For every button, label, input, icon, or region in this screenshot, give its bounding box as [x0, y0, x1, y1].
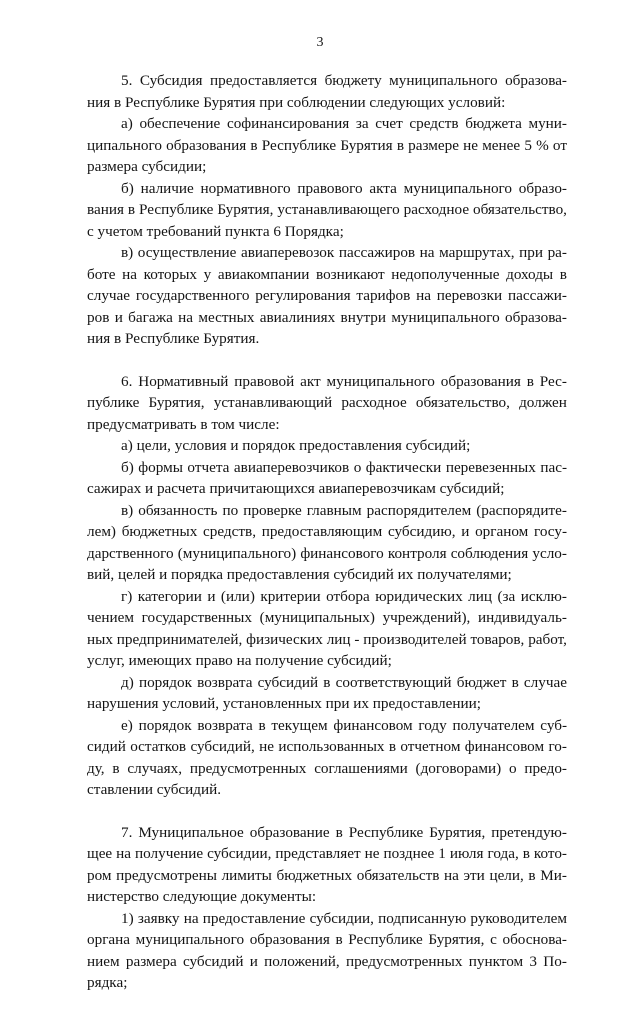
text-line: ципального образования в Республике Бурятия в размере не менее 5 % от: [87, 136, 567, 154]
text-line: 1) заявку на предоставление субсидии, подписанную руководителем: [121, 909, 567, 927]
text-line: ных предпринимателей, физических лиц - производителей товаров, работ,: [87, 630, 567, 648]
text-line: щее на получение субсидии, представляет не позднее 1 июля года, в кото-: [87, 845, 567, 862]
text-line: ния в Республике Бурятия при соблюдении следующих условий:: [87, 93, 506, 111]
text-line: ров и багажа на местных авиалиниях внутри муниципального образова-: [87, 308, 567, 326]
text-line: 7. Муниципальное образование в Республике Бурятия, претендую-: [121, 823, 567, 841]
text-line: рядка;: [87, 974, 128, 991]
text-line: нарушения условий, установленных при их предоставлении;: [87, 695, 481, 712]
paragraph-7: [87, 822, 567, 994]
text-line: вания в Республике Бурятия, устанавливающего расходное обязательство,: [87, 201, 567, 218]
text-line: нистерство следующие документы:: [87, 888, 317, 905]
text-line: дарственного (муниципального) финансового контроля соблюдения усло-: [87, 544, 567, 562]
text-line: ром предусмотрены лимиты бюджетных обязательств на эти цели, в Ми-: [87, 866, 567, 884]
document-body: [87, 70, 567, 1015]
text-line: д) порядок возврата субсидий в соответствующий бюджет в случае: [121, 673, 567, 691]
paragraph-6: [87, 371, 567, 801]
text-line: а) обеспечение софинансирования за счет средств бюджета муни-: [121, 115, 567, 132]
text-line: б) формы отчета авиаперевозчиков о фактически перевезенных пас-: [121, 458, 567, 476]
text-line: публике Бурятия, устанавливающий расходное обязательство, должен: [87, 394, 567, 411]
text-line: б) наличие нормативного правового акта муниципального образо-: [121, 179, 567, 197]
text-line: вий, целей и порядка предоставления субсидий их получателями;: [87, 566, 512, 583]
text-line: услуг, имеющих право на получение субсидий;: [87, 652, 392, 669]
text-line: случае государственного регулирования тарифов на перевозки пассажи-: [87, 287, 567, 304]
page-number: 3: [316, 35, 324, 50]
text-line: в) обязанность по проверке главным распорядителем (распорядите-: [121, 501, 567, 519]
text-line: ставлении субсидий.: [87, 781, 222, 798]
text-line: а) цели, условия и порядок предоставления субсидий;: [121, 437, 471, 454]
text-line: 6. Нормативный правовой акт муниципального образования в Рес-: [121, 372, 567, 390]
text-line: 5. Субсидия предоставляется бюджету муниципального образова-: [121, 72, 567, 89]
text-line: е) порядок возврата в текущем финансовом году получателем суб-: [121, 716, 567, 734]
text-line: сажирах и расчета причитающихся авиаперевозчикам субсидий;: [87, 480, 505, 497]
text-line: нием размера субсидий и положений, предусмотренных пунктом 3 По-: [87, 952, 567, 970]
text-line: предусматривать в том числе:: [87, 415, 280, 433]
text-line: с учетом требований пункта 6 Порядка;: [87, 222, 344, 240]
text-line: органа муниципального образования в Республике Бурятия, с обоснова-: [87, 931, 567, 948]
text-line: боте на которых у авиакомпании возникают недополученные доходы в: [87, 265, 567, 283]
text-line: сидий остатков субсидий, не использованных в отчетном финансовом го-: [87, 738, 567, 755]
text-line: г) категории и (или) критерии отбора юридических лиц (за исклю-: [121, 587, 567, 605]
text-line: ду, в случаях, предусмотренных соглашениями (договорами) о предо-: [87, 759, 567, 777]
text-line: ния в Республике Бурятия.: [87, 330, 260, 347]
text-line: в) осуществление авиаперевозок пассажиров на маршрутах, при ра-: [121, 244, 567, 261]
text-line: размера субсидии;: [87, 158, 207, 175]
text-line: чением государственных (муниципальных) учреждений), индивидуаль-: [87, 609, 567, 626]
text-line: лем) бюджетных средств, предоставляющим субсидию, и органом госу-: [87, 523, 567, 540]
paragraph-5: [87, 70, 567, 350]
